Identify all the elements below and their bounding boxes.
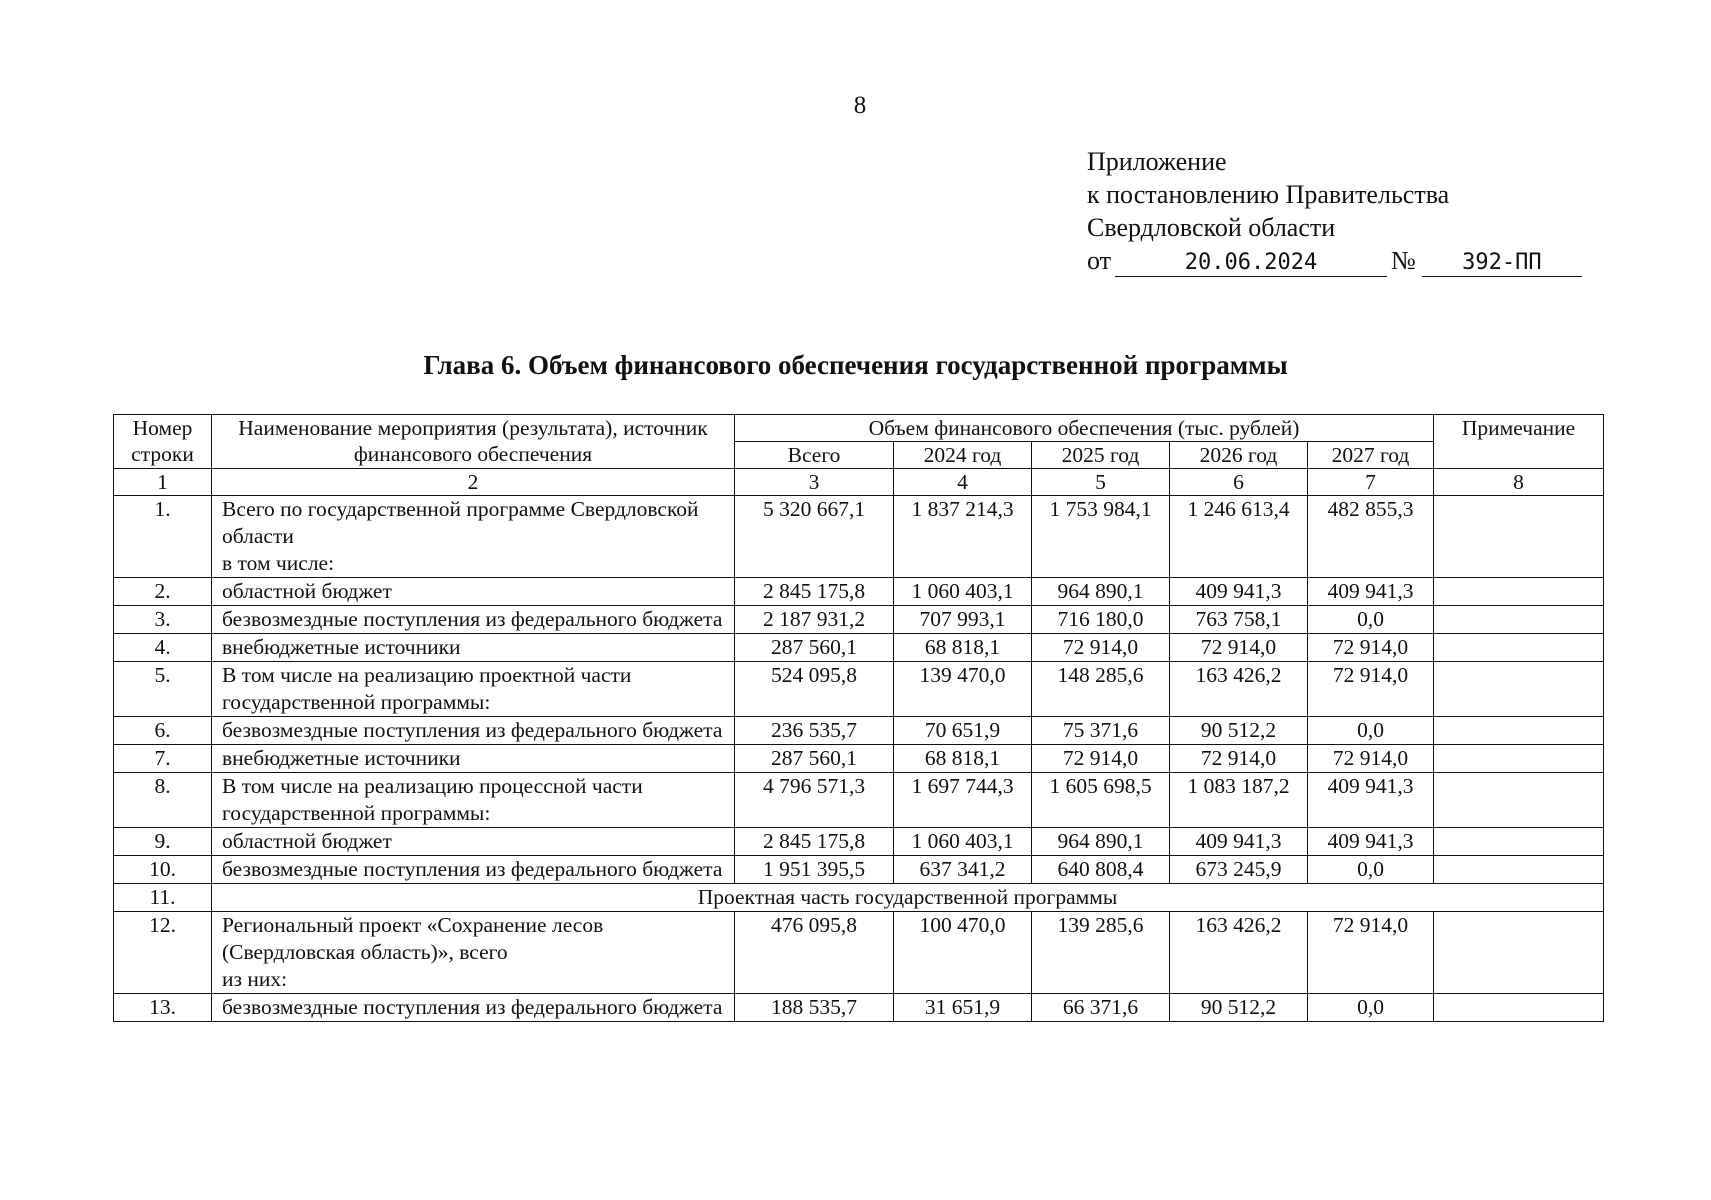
cell-note <box>1434 634 1604 662</box>
row-name-cell <box>212 662 735 717</box>
number-label: № <box>1391 246 1416 275</box>
row-name: В том числе на реализацию проектной части государственной программы: <box>222 663 632 714</box>
cell-total: 476 095,8 <box>735 912 894 994</box>
column-number: 8 <box>1434 469 1604 496</box>
row-name: Всего по государственной программе Свердловской области <box>222 497 699 548</box>
row-number: 8. <box>114 773 212 828</box>
cell-2025: 139 285,6 <box>1032 912 1170 994</box>
cell-note <box>1434 994 1604 1022</box>
cell-2024: 31 651,9 <box>894 994 1032 1022</box>
row-name-cell <box>212 578 735 606</box>
cell-2027: 72 914,0 <box>1308 662 1434 717</box>
cell-2024: 100 470,0 <box>894 912 1032 994</box>
cell-2024: 139 470,0 <box>894 662 1032 717</box>
row-number: 10. <box>114 856 212 884</box>
cell-note <box>1434 496 1604 578</box>
table-row <box>114 828 1604 856</box>
row-name: безвозмездные поступления из федерального бюджета <box>222 857 723 881</box>
cell-2026: 673 245,9 <box>1170 856 1308 884</box>
cell-total: 236 535,7 <box>735 717 894 745</box>
row-number: 11. <box>114 884 212 912</box>
row-name: областной бюджет <box>222 829 392 853</box>
cell-2024: 1 060 403,1 <box>894 828 1032 856</box>
row-name: областной бюджет <box>222 579 392 603</box>
row-number: 5. <box>114 662 212 717</box>
table-row <box>114 717 1604 745</box>
cell-2024: 1 837 214,3 <box>894 496 1032 578</box>
row-name: безвозмездные поступления из федерального бюджета <box>222 718 723 742</box>
cell-2027: 0,0 <box>1308 856 1434 884</box>
row-name-cell <box>212 912 735 994</box>
row-name-cell <box>212 856 735 884</box>
cell-2024: 707 993,1 <box>894 606 1032 634</box>
cell-2026: 163 426,2 <box>1170 912 1308 994</box>
cell-note <box>1434 717 1604 745</box>
cell-2027: 409 941,3 <box>1308 828 1434 856</box>
cell-2025: 964 890,1 <box>1032 578 1170 606</box>
cell-2025: 148 285,6 <box>1032 662 1170 717</box>
cell-2025: 1 605 698,5 <box>1032 773 1170 828</box>
cell-2025: 640 808,4 <box>1032 856 1170 884</box>
row-name-cell <box>212 828 735 856</box>
chapter-title: Глава 6. Объем финансового обеспечения государственной программы <box>423 350 1288 380</box>
cell-2026: 90 512,2 <box>1170 717 1308 745</box>
row-name: безвозмездные поступления из федерального бюджета <box>222 995 723 1019</box>
cell-2027: 0,0 <box>1308 994 1434 1022</box>
row-name-extra: в том числе: <box>222 551 335 575</box>
table-row <box>114 578 1604 606</box>
cell-2026: 1 246 613,4 <box>1170 496 1308 578</box>
table-body-a <box>114 496 1604 884</box>
cell-total: 5 320 667,1 <box>735 496 894 578</box>
cell-2024: 68 818,1 <box>894 745 1032 773</box>
header-note: Примечание <box>1434 415 1604 469</box>
table-row <box>114 773 1604 828</box>
cell-2026: 163 426,2 <box>1170 662 1308 717</box>
header-total: Всего <box>735 442 894 469</box>
cell-2024: 68 818,1 <box>894 634 1032 662</box>
table-row <box>114 912 1604 994</box>
row-name-cell <box>212 773 735 828</box>
section-row <box>114 884 1604 912</box>
table-body-b <box>114 912 1604 1022</box>
table-row <box>114 994 1604 1022</box>
row-name-cell <box>212 717 735 745</box>
cell-2026: 409 941,3 <box>1170 828 1308 856</box>
section-title: Проектная часть государственной программы <box>212 884 1604 912</box>
cell-2025: 75 371,6 <box>1032 717 1170 745</box>
cell-2026: 72 914,0 <box>1170 745 1308 773</box>
header-row-1 <box>114 415 1604 442</box>
cell-2025: 72 914,0 <box>1032 634 1170 662</box>
appendix-block <box>1087 145 1582 277</box>
header-row-number: Номер строки <box>114 415 212 469</box>
decree-date: 20.06.2024 <box>1115 250 1387 277</box>
cell-2027: 409 941,3 <box>1308 773 1434 828</box>
table-row <box>114 745 1604 773</box>
cell-total: 1 951 395,5 <box>735 856 894 884</box>
row-number: 13. <box>114 994 212 1022</box>
column-number: 5 <box>1032 469 1170 496</box>
cell-total: 2 187 931,2 <box>735 606 894 634</box>
row-number: 9. <box>114 828 212 856</box>
cell-2027: 72 914,0 <box>1308 634 1434 662</box>
cell-note <box>1434 912 1604 994</box>
cell-total: 188 535,7 <box>735 994 894 1022</box>
cell-2026: 90 512,2 <box>1170 994 1308 1022</box>
row-name-cell <box>212 496 735 578</box>
row-number: 4. <box>114 634 212 662</box>
page-number: 8 <box>853 92 867 119</box>
cell-total: 2 845 175,8 <box>735 578 894 606</box>
cell-2027: 482 855,3 <box>1308 496 1434 578</box>
table-row <box>114 856 1604 884</box>
cell-2027: 72 914,0 <box>1308 745 1434 773</box>
table-row <box>114 662 1604 717</box>
appendix-line-1: Приложение <box>1087 147 1227 176</box>
cell-2024: 637 341,2 <box>894 856 1032 884</box>
header-2027: 2027 год <box>1308 442 1434 469</box>
row-name-extra: из них: <box>222 967 288 991</box>
cell-total: 2 845 175,8 <box>735 828 894 856</box>
row-name-cell <box>212 745 735 773</box>
row-name-cell <box>212 634 735 662</box>
cell-2025: 1 753 984,1 <box>1032 496 1170 578</box>
cell-total: 4 796 571,3 <box>735 773 894 828</box>
decree-number: 392-ПП <box>1422 250 1582 277</box>
header-volume: Объем финансового обеспечения (тыс. рублей) <box>735 415 1434 442</box>
row-number: 6. <box>114 717 212 745</box>
cell-2024: 70 651,9 <box>894 717 1032 745</box>
row-number: 7. <box>114 745 212 773</box>
cell-note <box>1434 773 1604 828</box>
row-name: безвозмездные поступления из федерального бюджета <box>222 607 723 631</box>
cell-note <box>1434 856 1604 884</box>
column-number: 4 <box>894 469 1032 496</box>
column-number: 3 <box>735 469 894 496</box>
financing-table <box>113 414 1604 1022</box>
cell-note <box>1434 662 1604 717</box>
cell-2027: 72 914,0 <box>1308 912 1434 994</box>
cell-total: 524 095,8 <box>735 662 894 717</box>
cell-2027: 0,0 <box>1308 606 1434 634</box>
header-name: Наименование мероприятия (результата), источник финансового обеспечения <box>212 415 735 469</box>
cell-2027: 409 941,3 <box>1308 578 1434 606</box>
cell-2025: 964 890,1 <box>1032 828 1170 856</box>
column-number-row <box>114 469 1604 496</box>
cell-2026: 1 083 187,2 <box>1170 773 1308 828</box>
row-name-cell <box>212 606 735 634</box>
table-row <box>114 634 1604 662</box>
row-name: внебюджетные источники <box>222 635 461 659</box>
cell-2026: 763 758,1 <box>1170 606 1308 634</box>
cell-2025: 72 914,0 <box>1032 745 1170 773</box>
cell-2026: 409 941,3 <box>1170 578 1308 606</box>
row-number: 3. <box>114 606 212 634</box>
table-row <box>114 606 1604 634</box>
cell-total: 287 560,1 <box>735 634 894 662</box>
column-number: 6 <box>1170 469 1308 496</box>
appendix-line-2: к постановлению Правительства <box>1087 180 1450 209</box>
row-name-cell <box>212 994 735 1022</box>
cell-total: 287 560,1 <box>735 745 894 773</box>
cell-note <box>1434 745 1604 773</box>
row-name: внебюджетные источники <box>222 746 461 770</box>
cell-note <box>1434 828 1604 856</box>
table-body-section <box>114 884 1604 912</box>
cell-2024: 1 060 403,1 <box>894 578 1032 606</box>
cell-2027: 0,0 <box>1308 717 1434 745</box>
cell-note <box>1434 606 1604 634</box>
row-number: 12. <box>114 912 212 994</box>
row-number: 1. <box>114 496 212 578</box>
header-2025: 2025 год <box>1032 442 1170 469</box>
column-number: 1 <box>114 469 212 496</box>
header-2026: 2026 год <box>1170 442 1308 469</box>
column-number: 2 <box>212 469 735 496</box>
cell-2025: 66 371,6 <box>1032 994 1170 1022</box>
row-name: Региональный проект «Сохранение лесов (Свердловская область)», всего <box>222 913 604 964</box>
cell-2024: 1 697 744,3 <box>894 773 1032 828</box>
cell-2026: 72 914,0 <box>1170 634 1308 662</box>
from-label: от <box>1087 246 1112 275</box>
table-row <box>114 496 1604 578</box>
appendix-line-3: Свердловской области <box>1087 213 1336 242</box>
cell-2025: 716 180,0 <box>1032 606 1170 634</box>
row-number: 2. <box>114 578 212 606</box>
column-number: 7 <box>1308 469 1434 496</box>
appendix-decree-line <box>1087 244 1582 277</box>
cell-note <box>1434 578 1604 606</box>
row-name: В том числе на реализацию процессной части государственной программы: <box>222 774 643 825</box>
header-2024: 2024 год <box>894 442 1032 469</box>
